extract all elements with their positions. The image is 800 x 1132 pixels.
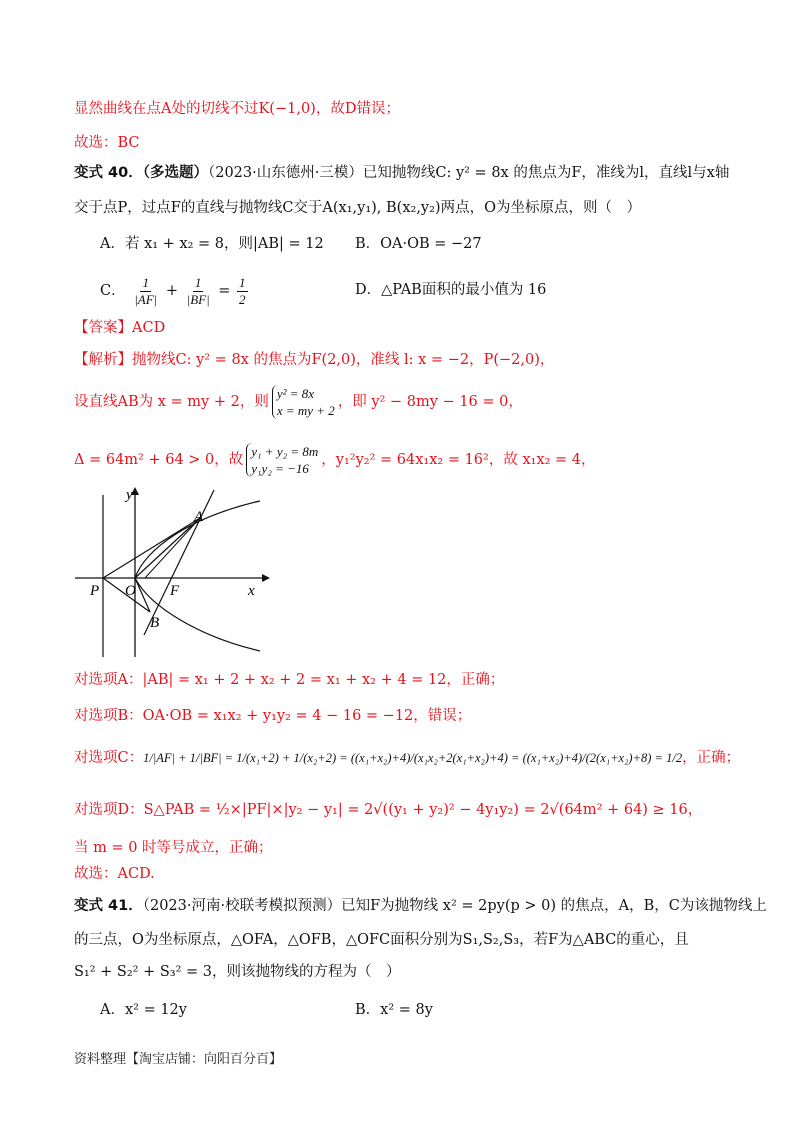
- v40-final-choice: 故选：ACD.: [74, 866, 155, 882]
- system-of-equations-2: y₁ + y₂ = 8m y₁y₂ = −16: [246, 443, 318, 477]
- fraction-1-bf: $\frac{1}{|BF|}$: [186, 274, 210, 307]
- v40-option-c: [100, 272, 250, 310]
- option-c-label: C．: [100, 283, 126, 299]
- label-f: F: [170, 583, 180, 599]
- analysis-option-b: 对选项B：OA·OB = x₁x₂ + y₁y₂ = 4 − 16 = −12，错误；: [74, 708, 472, 724]
- v40-option-b: B．OA·OB = −27: [355, 236, 482, 252]
- prev-choice: 故选：BC: [74, 135, 140, 151]
- analysis-option-d: 对选项D：S△PAB = ½×|PF|×|y₂ − y₁| = 2√((y₁ + y₂)² − 4y₁y₂) = 2√(64m² + 64) ≥ 16，: [74, 802, 703, 818]
- label-o: O: [125, 583, 136, 599]
- label-a: A: [194, 509, 204, 525]
- prev-conclusion: 显然曲线在点A处的切线不过K(−1,0)，故D错误；: [74, 101, 400, 117]
- fraction-1-af: $\frac{1}{|AF|}$: [134, 274, 158, 307]
- v41-source: （2023·河南·校联考模拟预测）已知F为抛物线 x² = 2py(p > 0) 的焦点，A，B，C为该抛物线上: [142, 898, 767, 914]
- label-y: y: [126, 487, 133, 503]
- label-b: B: [150, 615, 160, 631]
- v41-stem-line3: S₁² + S₂² + S₃² = 3，则该抛物线的方程为（ ）: [74, 964, 401, 980]
- analysis-line-1: 【解析】抛物线C: y² = 8x 的焦点为F(2,0)，准线 l: x = −2，P(−2,0)，: [74, 352, 555, 368]
- v41-title: 变式 41．: [74, 898, 143, 914]
- fraction-1-2: $\frac{1}{2}$: [239, 274, 246, 307]
- analysis-line-2: 设直线AB为 x = my + 2，则y² = 8x x = my + 2，即 y² − 8my − 16 = 0，: [74, 386, 523, 418]
- v41-option-b: B．x² = 8y: [355, 1002, 433, 1018]
- segment-oa: [135, 518, 200, 578]
- equals-sign: =: [218, 283, 231, 299]
- v40-header: [74, 163, 729, 183]
- v40-title: 变式 40．（多选题）: [74, 165, 208, 181]
- v41-option-a: A．x² = 12y: [100, 1002, 187, 1018]
- v40-option-d: D．△PAB面积的最小值为 16: [355, 282, 547, 298]
- v40-answer: 【答案】ACD: [74, 320, 166, 336]
- chord-line-ab: [144, 490, 214, 635]
- equality-condition: 当 m = 0 时等号成立，正确；: [74, 840, 273, 856]
- label-x: x: [248, 583, 255, 599]
- analysis-option-a: 对选项A：|AB| = x₁ + 2 + x₂ + 2 = x₁ + x₂ + 4 = 12，正确；: [74, 672, 505, 688]
- analysis-line-3: Δ = 64m² + 64 > 0，故y₁ + y₂ = 8m y₁y₂ = −16，y₁²y₂² = 64x₁x₂ = 16²，故 x₁x₂ = 4，: [74, 444, 596, 476]
- parabola-figure: [70, 485, 270, 660]
- label-p: P: [90, 583, 100, 599]
- plus-sign: +: [165, 283, 179, 299]
- v40-stem-line2: 交于点P，过点F的直线与抛物线C交于A(x₁,y₁), B(x₂,y₂)两点，O为坐标原点，则（ ）: [74, 200, 641, 216]
- v41-header: [74, 896, 767, 916]
- segment-fa: [145, 518, 200, 578]
- page-footer: 资料整理【淘宝店铺：向阳百分百】: [74, 1052, 283, 1067]
- v40-source: （2023·山东德州·三模）已知抛物线C: y² = 8x 的焦点为F，准线为l，直线l与x轴: [207, 165, 730, 181]
- option-c-derivation: 1/|AF| + 1/|BF| = 1/(x₁+2) + 1/(x₂+2) = ((x₁+x₂)+4)/(x₁x₂+2(x₁+x₂)+4) = ((x₁+x₂)+4)/(2(x₁+x₂)+8) = 1/2: [143, 751, 683, 765]
- analysis-option-c: 对选项C：1/|AF| + 1/|BF| = 1/(x₁+2) + 1/(x₂+2) = ((x₁+x₂)+4)/(x₁x₂+2(x₁+x₂)+4) = ((x₁+x₂)+4)/(2(x₁+x₂)+8) = 1/2，正确；: [74, 750, 741, 766]
- system-of-equations-1: y² = 8x x = my + 2: [272, 385, 335, 419]
- x-axis-arrow: [262, 574, 270, 582]
- v40-option-a: A．若 x₁ + x₂ = 8，则|AB| = 12: [100, 236, 324, 252]
- v41-stem-line2: 的三点，O为坐标原点，△OFA，△OFB，△OFC面积分别为S₁,S₂,S₃，若F为△ABC的重心，且: [74, 932, 689, 948]
